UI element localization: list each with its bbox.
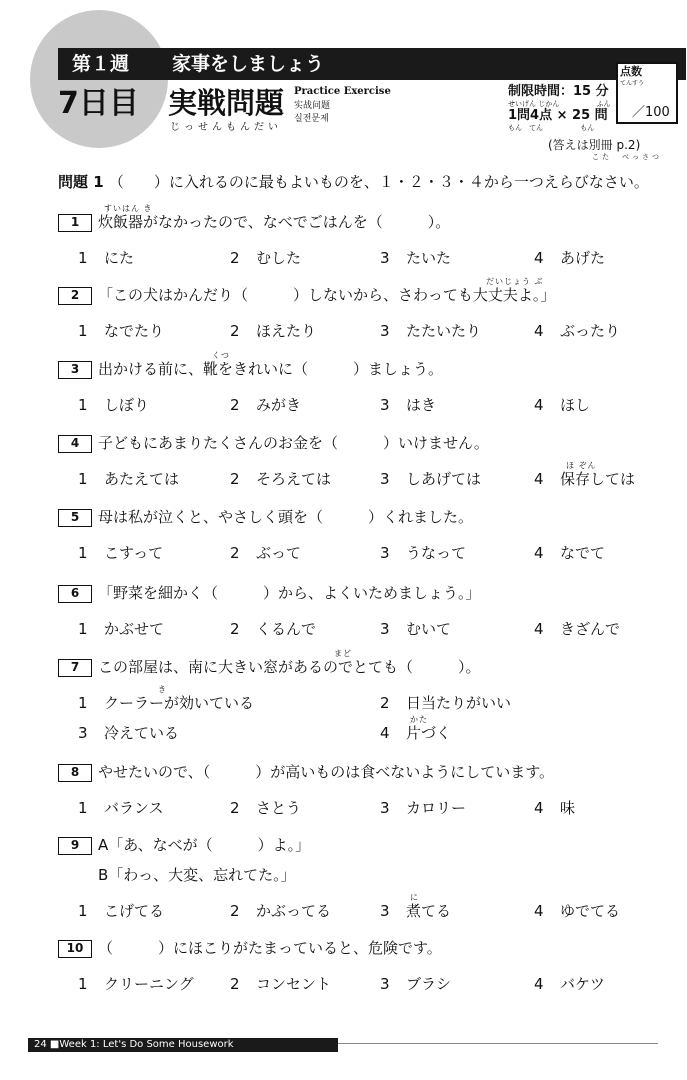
answer-option[interactable] xyxy=(534,321,620,341)
option-number: 3 xyxy=(380,249,390,267)
option-number: 3 xyxy=(78,724,88,742)
option-number: 2 xyxy=(230,396,240,414)
option-number: 3 xyxy=(380,322,390,340)
answer-option[interactable] xyxy=(380,321,481,341)
option-label: きざんで xyxy=(560,620,621,638)
answer-option[interactable] xyxy=(78,693,254,713)
option-label: クリーニング xyxy=(104,975,194,993)
question-number: 1 xyxy=(58,214,92,232)
question-text: 「この犬はかんだり（ ）しないから、さわっても大丈夫よ。」 xyxy=(98,286,556,304)
furigana: くつ xyxy=(212,351,230,360)
answers-note: (答えは別冊 p.2) xyxy=(548,138,641,152)
answer-option[interactable] xyxy=(78,469,179,489)
question-text: （ ）にほこりがたまっていると、危険です。 xyxy=(98,939,442,957)
answer-option[interactable] xyxy=(380,248,451,268)
option-number: 2 xyxy=(230,249,240,267)
answer-option[interactable] xyxy=(380,619,451,639)
answer-option[interactable] xyxy=(230,395,301,415)
option-label: ほし xyxy=(560,396,591,414)
score-label: 点数 xyxy=(620,65,642,78)
question-text: やせたいので、（ ）が高いものは食べないようにしています。 xyxy=(98,763,555,781)
time-limit-ruby: せいげん じかん ふん xyxy=(508,100,611,108)
option-number: 2 xyxy=(230,799,240,817)
option-label: くるんで xyxy=(256,620,317,638)
option-label: カロリー xyxy=(406,799,467,817)
option-label: かぶってる xyxy=(256,902,332,920)
answer-option[interactable] xyxy=(78,543,163,563)
week-label: 第１週 xyxy=(72,53,130,75)
option-label: バランス xyxy=(104,799,164,817)
answer-option[interactable] xyxy=(78,395,149,415)
option-label: 煮てる xyxy=(406,902,452,920)
option-number: 3 xyxy=(380,975,390,993)
answer-option[interactable] xyxy=(78,798,164,818)
option-number: 4 xyxy=(534,249,544,267)
answer-option[interactable] xyxy=(380,693,511,713)
day-label: 7日目 xyxy=(58,86,139,121)
footer-text xyxy=(34,1038,234,1052)
option-label: ぶったり xyxy=(560,322,621,340)
answer-option[interactable] xyxy=(534,543,605,563)
score-value: ／100 xyxy=(632,105,670,120)
option-number: 3 xyxy=(380,470,390,488)
week-title: 家事をしましょう xyxy=(172,53,325,75)
furigana: すいはん き xyxy=(104,204,153,213)
question-text: 「野菜を細かく（ ）から、よくいためましょう。」 xyxy=(98,584,481,602)
option-number: 3 xyxy=(380,396,390,414)
section-title: 実戦問題 xyxy=(168,86,285,120)
page-number: 24 xyxy=(34,1039,47,1050)
option-number: 2 xyxy=(380,694,390,712)
answer-option[interactable] xyxy=(534,619,620,639)
answer-option[interactable] xyxy=(78,321,164,341)
option-number: 2 xyxy=(230,902,240,920)
answer-option[interactable] xyxy=(380,469,481,489)
option-number: 2 xyxy=(230,544,240,562)
answer-option[interactable] xyxy=(230,248,301,268)
question-number: 6 xyxy=(58,585,92,603)
subtitle-english: Practice Exercise xyxy=(294,86,391,97)
answer-option[interactable] xyxy=(230,974,331,994)
option-label: 保存しては xyxy=(560,470,636,488)
furigana: き xyxy=(158,685,167,694)
furigana: かた xyxy=(410,715,428,724)
option-label: バケツ xyxy=(560,975,605,993)
question-number: 9 xyxy=(58,837,92,855)
option-label: ぶって xyxy=(256,544,302,562)
option-label: しあげては xyxy=(406,470,482,488)
answers-ruby: こた べっさつ xyxy=(592,153,662,161)
answer-option[interactable] xyxy=(230,901,331,921)
answer-option[interactable] xyxy=(78,723,179,743)
option-label: 冷えている xyxy=(104,724,180,742)
option-number: 3 xyxy=(380,799,390,817)
option-number: 4 xyxy=(534,902,544,920)
option-number: 1 xyxy=(78,902,88,920)
option-label: あたえては xyxy=(104,470,180,488)
option-number: 1 xyxy=(78,694,88,712)
option-number: 1 xyxy=(78,322,88,340)
option-number: 1 xyxy=(78,799,88,817)
instruction-text: （ ）に入れるのに最もよいものを、１・２・３・４から一つえらびなさい。 xyxy=(108,173,649,191)
option-label: たたいたり xyxy=(406,322,482,340)
answer-option[interactable] xyxy=(78,901,164,921)
answer-option[interactable] xyxy=(230,469,331,489)
question-text: 子どもにあまりたくさんのお金を（ ）いけません。 xyxy=(98,434,489,452)
option-label: かぶせて xyxy=(104,620,165,638)
question-number: 2 xyxy=(58,287,92,305)
option-label: ゆでてる xyxy=(560,902,621,920)
question-number: 5 xyxy=(58,509,92,527)
answer-option[interactable] xyxy=(534,395,590,415)
header-bar xyxy=(58,48,686,80)
question-text: A「あ、なべが（ ）よ。」 xyxy=(98,836,311,854)
option-label: にた xyxy=(104,249,135,267)
footer-caption: ■Week 1: Let's Do Some Housework xyxy=(49,1039,234,1050)
answer-option[interactable] xyxy=(534,798,575,818)
furigana: に xyxy=(410,893,419,902)
answer-option[interactable] xyxy=(78,974,194,994)
answer-option[interactable] xyxy=(380,543,466,563)
option-label: うなって xyxy=(406,544,467,562)
option-number: 3 xyxy=(380,902,390,920)
option-number: 4 xyxy=(380,724,390,742)
answer-option[interactable] xyxy=(380,723,451,743)
option-number: 4 xyxy=(534,620,544,638)
option-number: 1 xyxy=(78,396,88,414)
option-label: 日当たりがいい xyxy=(406,694,512,712)
option-label: ブラシ xyxy=(406,975,452,993)
option-number: 4 xyxy=(534,975,544,993)
option-number: 2 xyxy=(230,620,240,638)
answer-option[interactable] xyxy=(534,469,635,489)
instruction xyxy=(58,172,649,192)
option-label: しぼり xyxy=(104,396,150,414)
score-ruby: てんすう xyxy=(620,80,645,87)
option-label: みがき xyxy=(256,396,302,414)
option-number: 1 xyxy=(78,249,88,267)
option-number: 3 xyxy=(380,620,390,638)
question-number: 10 xyxy=(58,940,92,958)
option-label: はき xyxy=(406,396,437,414)
option-label: こげてる xyxy=(104,902,165,920)
section-title-ruby: じっせんもんだい xyxy=(170,122,282,133)
answer-option[interactable] xyxy=(380,974,451,994)
answer-option[interactable] xyxy=(230,798,301,818)
answer-option[interactable] xyxy=(380,395,436,415)
option-label: たいた xyxy=(406,249,452,267)
question-number: 7 xyxy=(58,659,92,677)
option-number: 4 xyxy=(534,470,544,488)
furigana: ほ ぞん xyxy=(566,461,597,470)
option-label: さとう xyxy=(256,799,302,817)
option-label: なでて xyxy=(560,544,606,562)
furigana: まど xyxy=(334,649,352,658)
subtitle-korean: 실전문제 xyxy=(294,114,329,124)
option-number: 4 xyxy=(534,799,544,817)
question-text: 炊飯器がなかったので、なべでごはんを（ ）。 xyxy=(98,213,451,231)
points-ruby: もん てん もん xyxy=(508,124,595,132)
answer-option[interactable] xyxy=(380,798,466,818)
subtitle-chinese: 实战问题 xyxy=(294,101,331,111)
option-number: 2 xyxy=(230,322,240,340)
answer-option[interactable] xyxy=(534,974,605,994)
option-label: むいて xyxy=(406,620,452,638)
option-number: 3 xyxy=(380,544,390,562)
answer-option[interactable] xyxy=(534,901,620,921)
answer-option[interactable] xyxy=(534,248,605,268)
question-number: 3 xyxy=(58,361,92,379)
option-label: なでたり xyxy=(104,322,165,340)
question-text-line2: B「わっ、大変、忘れてた。」 xyxy=(98,866,296,884)
answer-option[interactable] xyxy=(78,619,164,639)
instruction-label: 問題 1 xyxy=(58,173,104,191)
option-label: こすって xyxy=(104,544,164,562)
option-number: 4 xyxy=(534,322,544,340)
option-label: そろえては xyxy=(256,470,332,488)
question-text: 母は私が泣くと、やさしく頭を（ ）くれました。 xyxy=(98,508,474,526)
answer-option[interactable] xyxy=(230,321,316,341)
answer-option[interactable] xyxy=(230,543,301,563)
question-number: 8 xyxy=(58,764,92,782)
points-info: 1問4点 × 25 問 xyxy=(508,108,608,123)
question-number: 4 xyxy=(58,435,92,453)
option-label: クーラーが効いている xyxy=(104,694,255,712)
option-number: 4 xyxy=(534,544,544,562)
furigana: だいじょう ぶ xyxy=(486,277,544,286)
option-label: コンセント xyxy=(256,975,332,993)
option-number: 1 xyxy=(78,544,88,562)
option-label: ほえたり xyxy=(256,322,317,340)
option-number: 2 xyxy=(230,470,240,488)
option-label: むした xyxy=(256,249,302,267)
option-label: あげた xyxy=(560,249,606,267)
question-text: 出かける前に、靴をきれいに（ ）ましょう。 xyxy=(98,360,444,378)
answer-option[interactable] xyxy=(380,901,451,921)
question-text: この部屋は、南に大きい窓があるのでとても（ ）。 xyxy=(98,658,481,676)
answer-option[interactable] xyxy=(78,248,134,268)
option-number: 4 xyxy=(534,396,544,414)
answer-option[interactable] xyxy=(230,619,316,639)
option-label: 片づく xyxy=(406,724,452,742)
option-number: 1 xyxy=(78,470,88,488)
option-number: 2 xyxy=(230,975,240,993)
time-limit: 制限時間：15 分 xyxy=(508,84,609,99)
option-number: 1 xyxy=(78,975,88,993)
option-number: 1 xyxy=(78,620,88,638)
option-label: 味 xyxy=(560,799,576,817)
